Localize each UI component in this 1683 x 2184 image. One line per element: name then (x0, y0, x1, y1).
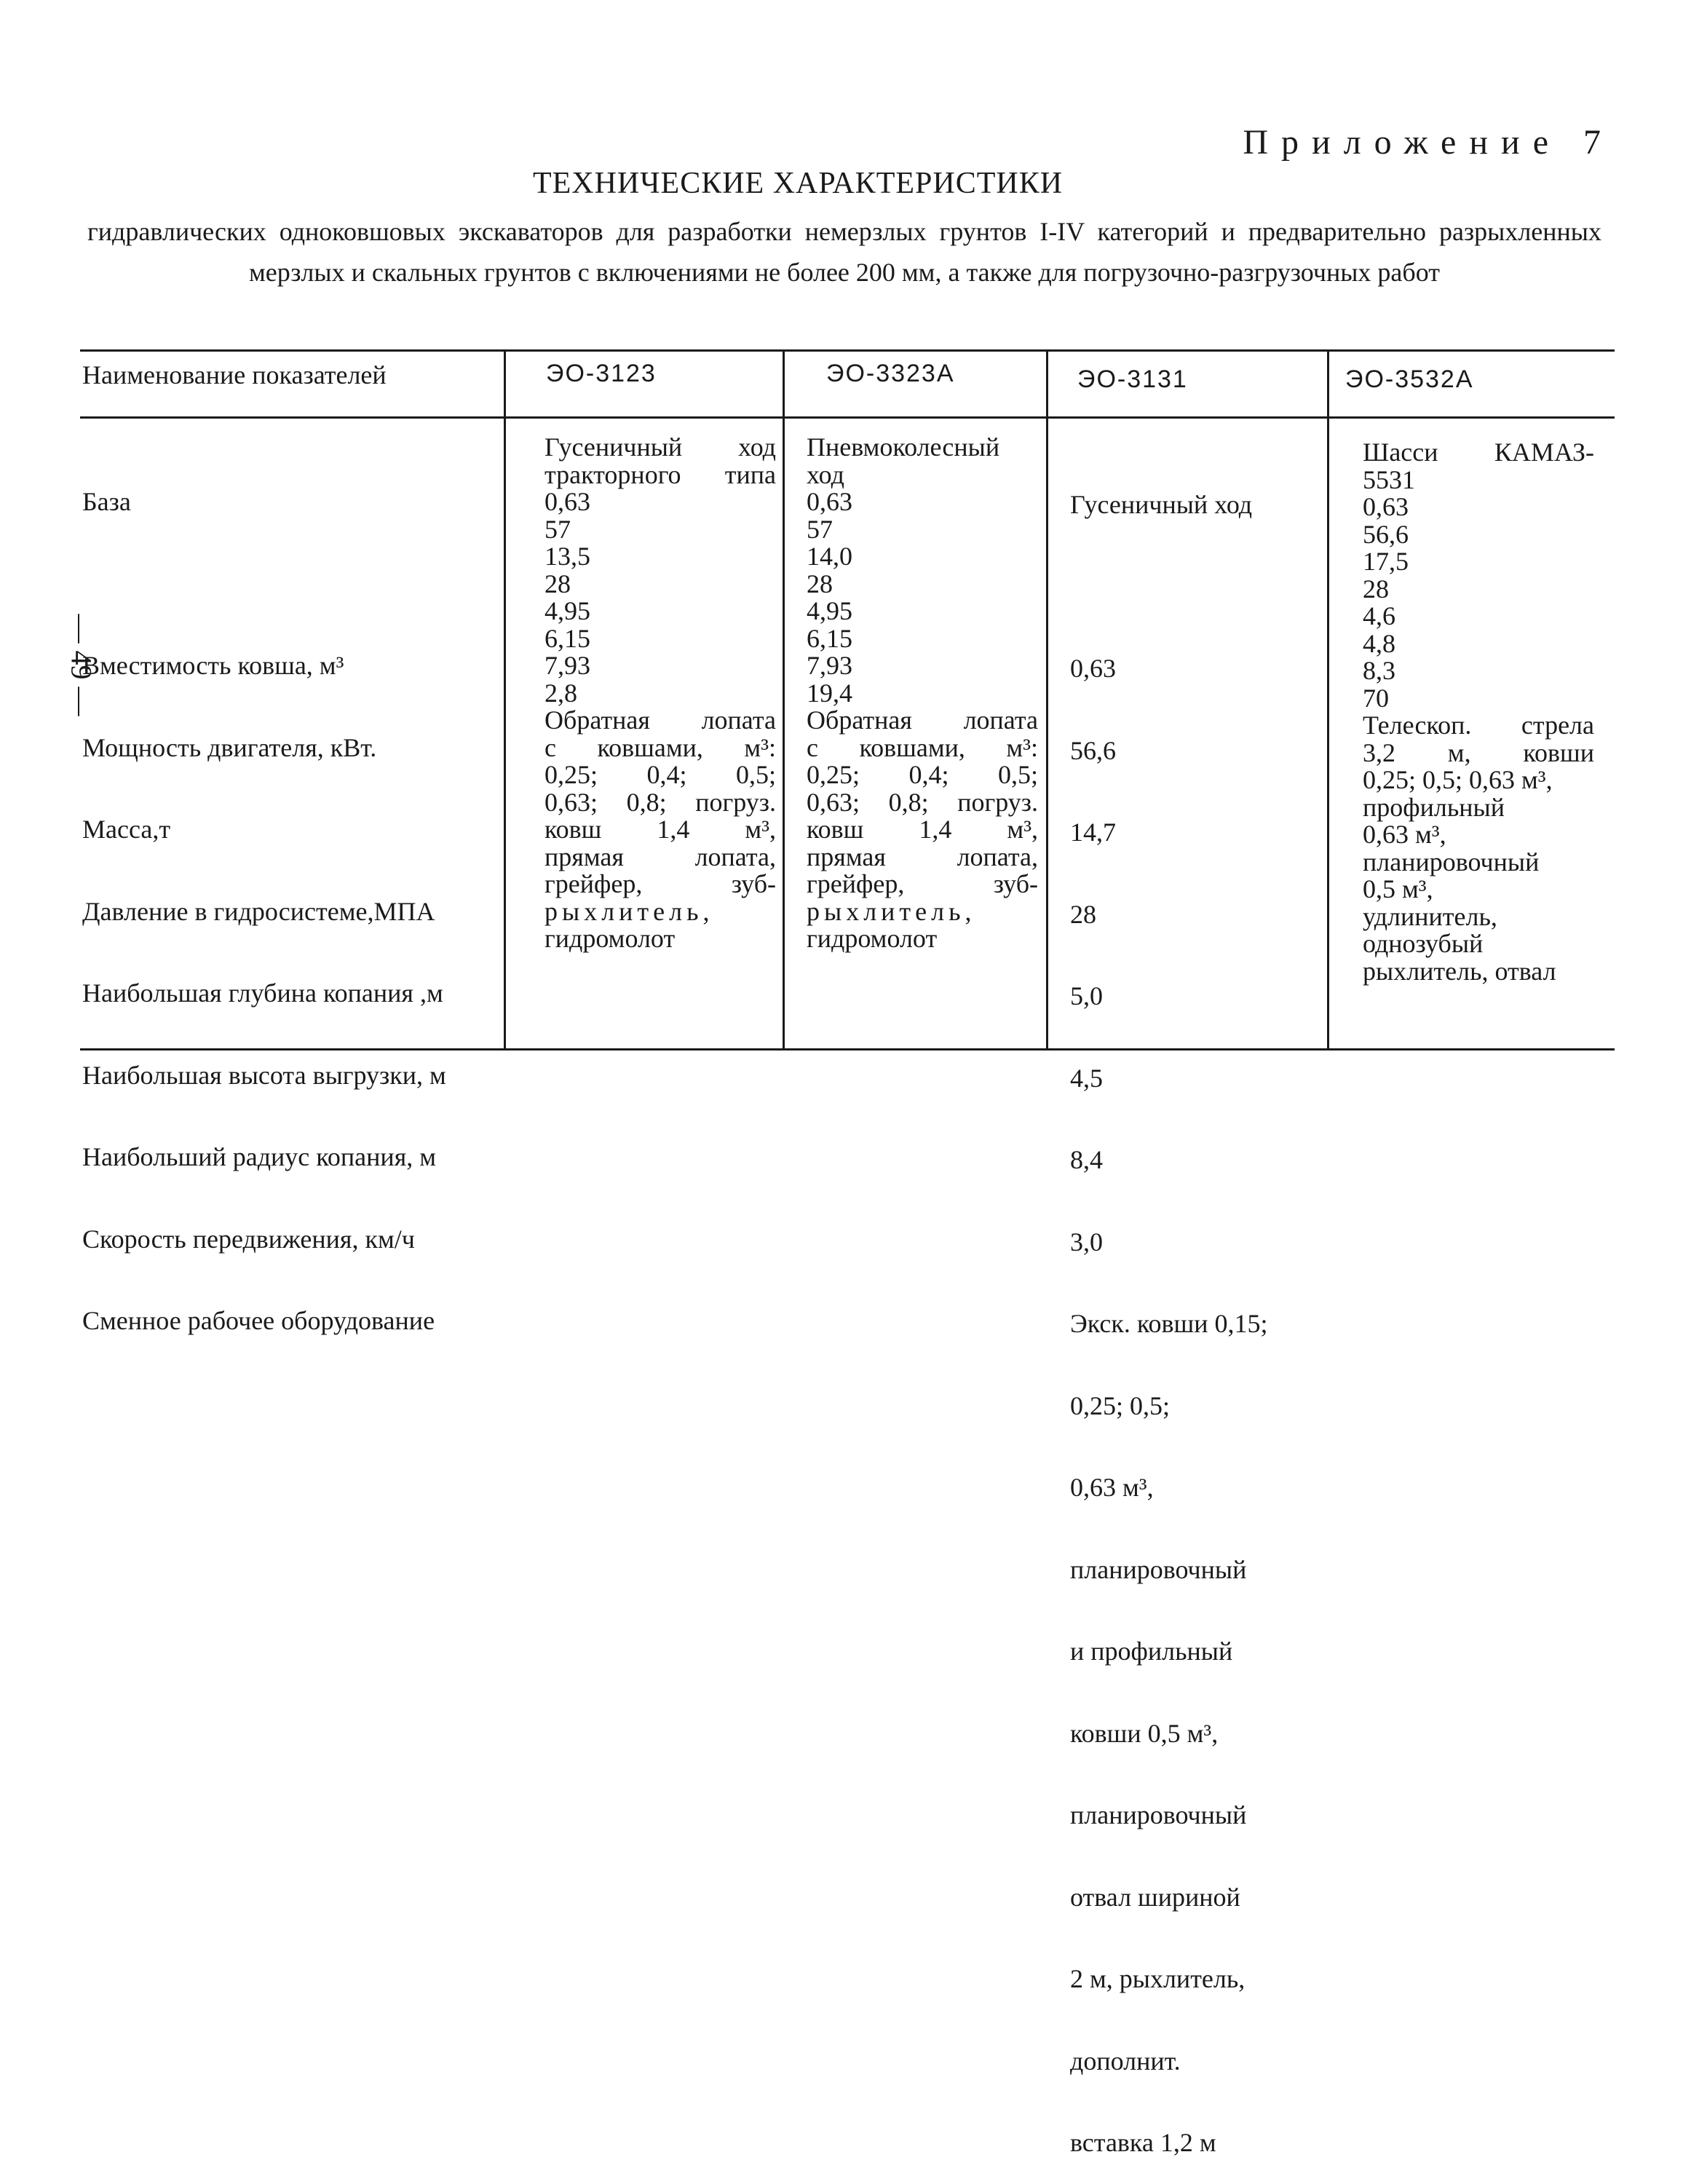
cell-line: 4,8 (1363, 628, 1395, 658)
cell-line: грейфер, зуб- (807, 869, 1038, 898)
cell-line: 0,63; 0,8; погруз. (544, 787, 776, 817)
cell-line: Экск. ковши 0,15; (1070, 1309, 1268, 1338)
cell-line: ход (807, 459, 844, 489)
cell-line: 8,3 (1363, 656, 1395, 685)
document-title-text: ТЕХНИЧЕСКИЕ ХАРАКТЕРИСТИКИ (532, 167, 1064, 200)
cell-line: 28 (1363, 574, 1389, 604)
cell-line: профильный (1363, 792, 1505, 822)
page-number: — 49 — (65, 614, 98, 716)
cell-line: рыхлитель, отвал (1363, 956, 1556, 986)
column-divider-2 (783, 349, 785, 1050)
cell-line: 28 (1070, 899, 1096, 929)
header-model-3: ЭО-3131 (1077, 365, 1188, 393)
parameter-label: Сменное рабочее оборудование (82, 1306, 435, 1335)
cell-line: 4,95 (544, 596, 590, 625)
cell-line: однозубый (1363, 929, 1484, 958)
cell-line: 13,5 (544, 542, 590, 571)
cell-line: 2,8 (544, 678, 577, 708)
cell-line: 19,4 (807, 678, 852, 708)
cell-line: 7,93 (807, 651, 852, 680)
cell-line: 0,63 (1070, 654, 1116, 683)
parameter-label: Наибольший радиус копания, м (82, 1142, 437, 1171)
cell-line: рыхлитель, (807, 896, 976, 926)
cell-line: 0,25; 0,4; 0,5; (807, 760, 1038, 789)
parameter-label-spacer (82, 571, 503, 598)
parameter-labels (82, 434, 503, 1362)
cell-line: Обратная лопата (807, 705, 1038, 735)
parameter-label: Мощность двигателя, кВт. (82, 732, 377, 762)
cell-line: вставка 1,2 м (1070, 2128, 1216, 2157)
header-parameter: Наименование показателей (82, 360, 387, 389)
cell-line: 3,0 (1070, 1227, 1103, 1257)
cell-line: с ковшами, м³: (807, 732, 1038, 762)
cell-line: грейфер, зуб- (544, 869, 776, 898)
cell-line: отвал шириной (1070, 1882, 1240, 1912)
cell-line: 0,63 м³, (1363, 820, 1446, 849)
cell-line: 28 (807, 569, 833, 598)
cell-line: 6,15 (544, 623, 590, 653)
cell-line: 0,25; 0,5; (1070, 1390, 1171, 1420)
cell-line: Гусеничный ход (1070, 490, 1253, 519)
cell-line: 70 (1363, 683, 1389, 713)
cell-line: 4,6 (1363, 601, 1395, 630)
cell-line: Шасси КАМАЗ- (1363, 438, 1594, 467)
parameter-label: Наибольшая глубина копания ,м (82, 978, 443, 1008)
cell-line: 0,63 (1363, 492, 1409, 521)
column-divider-1 (504, 349, 506, 1050)
cell-line: 56,6 (1070, 735, 1116, 765)
header-model-4: ЭО-3532А (1345, 365, 1474, 393)
column-eo-3131 (1070, 437, 1321, 2184)
cell-line: 0,63 м³, (1070, 1473, 1154, 1502)
cell-line: 5531 (1363, 464, 1415, 494)
table-top-rule (80, 349, 1615, 352)
cell-line: 28 (544, 569, 571, 598)
cell-line: Пневмоколесный (807, 432, 1000, 462)
cell-line: планировочный (1070, 1800, 1247, 1829)
column-divider-3 (1046, 349, 1048, 1050)
cell-line: 0,63 (544, 487, 590, 516)
cell-line: планировочный (1363, 847, 1540, 877)
cell-line: 0,63; 0,8; погруз. (807, 787, 1038, 817)
cell-line: 6,15 (807, 623, 852, 653)
column-divider-4 (1327, 349, 1329, 1050)
cell-line: 0,5 м³, (1363, 874, 1433, 903)
cell-line: прямая лопата, (544, 842, 776, 871)
cell-line: с ковшами, м³: (544, 732, 776, 762)
column-eo-3123 (544, 434, 776, 953)
parameter-label: Масса,т (82, 815, 171, 844)
cell-line: 57 (544, 514, 571, 544)
cell-line: 14,0 (807, 542, 852, 571)
cell-line: ковш 1,4 м³, (544, 815, 776, 844)
cell-line: Гусеничный ход (544, 432, 776, 462)
cell-line: и профильный (1070, 1637, 1233, 1666)
cell-line: 14,7 (1070, 818, 1116, 847)
cell-line: гидромолот (807, 924, 938, 953)
parameter-label: Наибольшая высота выгрузки, м (82, 1060, 446, 1090)
cell-line: гидромолот (544, 924, 676, 953)
cell-line: дополнит. (1070, 2046, 1181, 2076)
header-model-1: ЭО-3123 (546, 360, 657, 387)
cell-line: ковш 1,4 м³, (807, 815, 1038, 844)
cell-line: 0,63 (807, 487, 852, 516)
column-eo-3532a (1363, 439, 1594, 985)
cell-line: Обратная лопата (544, 705, 776, 735)
cell-line-spacer (1070, 574, 1321, 601)
cell-line: 0,25; 0,5; 0,63 м³, (1363, 765, 1553, 794)
cell-line: 57 (807, 514, 833, 544)
header-model-2: ЭО-3323А (826, 360, 955, 387)
cell-line: 3,2 м, ковши (1363, 737, 1594, 767)
document-title (0, 166, 1683, 201)
cell-line: Телескоп. стрела (1363, 711, 1594, 740)
cell-line: 4,5 (1070, 1063, 1103, 1093)
cell-line: планировочный (1070, 1554, 1247, 1584)
cell-line: 7,93 (544, 651, 590, 680)
cell-line: рыхлитель, (544, 896, 714, 926)
cell-line: 2 м, рыхлитель, (1070, 1964, 1246, 1993)
cell-line: удлинитель, (1363, 901, 1497, 931)
cell-line: 8,4 (1070, 1145, 1103, 1174)
cell-line: тракторного типа (544, 459, 776, 489)
document-subtitle: гидравлических одноковшовых экскаваторов для разработки немерзлых грунтов I-IV категорий и предварительно разрыхленных мерзлых и скальных грунтов с включениями не более 200 мм, а также для погрузочно-разгрузочных работ (87, 217, 1601, 287)
cell-line: прямая лопата, (807, 842, 1038, 871)
parameter-label: База (82, 487, 131, 516)
parameter-label: Скорость передвижения, км/ч (82, 1224, 415, 1254)
cell-line: 17,5 (1363, 547, 1409, 576)
cell-line: 4,95 (807, 596, 852, 625)
cell-line: 5,0 (1070, 981, 1103, 1010)
cell-line: ковши 0,5 м³, (1070, 1718, 1219, 1748)
parameter-label: Вместимость ковша, м³ (82, 651, 344, 680)
appendix-label: Приложение 7 (1243, 123, 1614, 162)
parameter-label: Давление в гидросистеме,МПА (82, 896, 435, 926)
cell-line: 56,6 (1363, 519, 1409, 549)
cell-line: 0,25; 0,4; 0,5; (544, 760, 776, 789)
table-header-rule (80, 416, 1615, 419)
column-eo-3323a (807, 434, 1038, 953)
